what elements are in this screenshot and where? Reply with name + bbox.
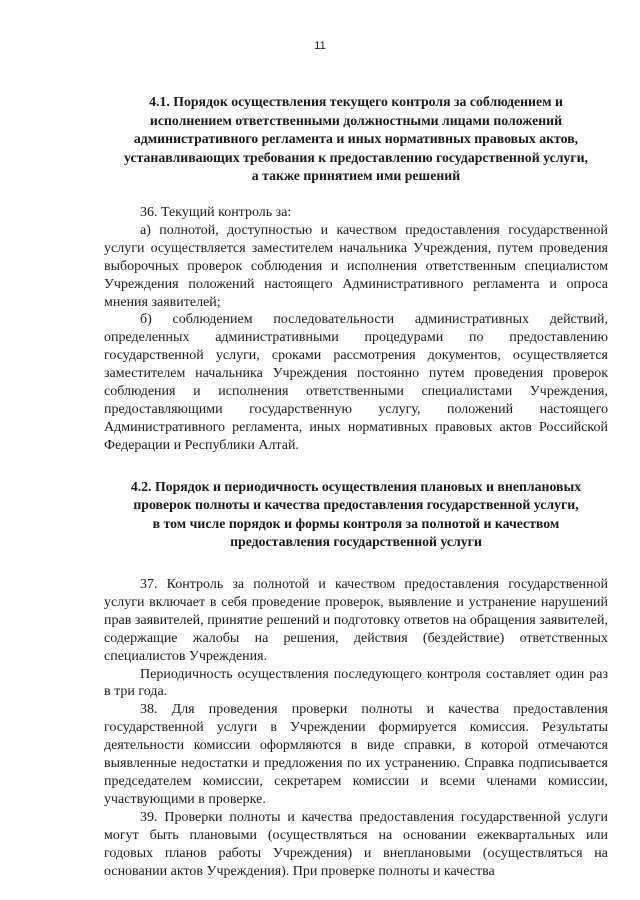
paragraph-39: 39. Проверки полноты и качества предоставления государственной услуги могут быть плановыми (осуществляться на основании ежеквартальных или годовых планов работы Учреждения) и внеплановыми (осуществляться на основании актов Учреждения). При проверке полноты и качества xyxy=(104,809,608,879)
heading-line: проверок полноты и качества предоставления государственной услуги, xyxy=(133,497,579,513)
heading-line: административного регламента и иных нормативных правовых актов, xyxy=(133,131,579,147)
page-number: 11 xyxy=(314,40,326,52)
heading-line: в том числе порядок и формы контроля за полнотой и качеством xyxy=(152,515,560,531)
section-heading-4-1 xyxy=(104,93,608,186)
paragraph-36: 36. Текущий контроль за: xyxy=(140,204,292,220)
paragraph-periodicity: Периодичность осуществления последующего контроля составляет один раз в три года. xyxy=(104,666,608,700)
page-content xyxy=(104,93,608,880)
paragraph-36-a: а) полнотой, доступностью и качеством предоставления государственной услуги осуществляется заместителем начальника Учреждения, путем проведения выборочных проверок соблюдения и исполнения ответственным специалистом Учреждения положений настоящего Административного регламента и опроса мнения заявителей; xyxy=(104,222,608,310)
paragraph-37: 37. Контроль за полнотой и качеством предоставления государственной услуги включает в себя проведение проверок, выявление и устранение нарушений прав заявителей, принятие решений и подготовку ответов на обращения заявителей, содержащие жалобы на решения, действия (бездействие) ответственных специалистов Учреждения. xyxy=(104,577,608,664)
heading-line: исполнением ответственными должностными лицами положений xyxy=(149,112,563,128)
spacer xyxy=(104,455,608,478)
spacer xyxy=(104,186,608,204)
heading-line: устанавливающих требования к предоставлению государственной услуги, xyxy=(123,149,588,165)
heading-line: 4.1. Порядок осуществления текущего контроля за соблюдением и xyxy=(149,94,563,109)
spacer xyxy=(104,552,608,576)
heading-line: предоставления государственной услуги xyxy=(230,534,482,550)
paragraph-36-b: б) соблюдением последовательности административных действий, определенных административными процедурами по предоставлению государственной услуги, сроками рассмотрения документов, осуществляется заместителем начальника Учреждения постоянно путем проведения проверок соблюдения и исполнения ответственными специалистами Учреждения, предоставляющими государственную услугу, положений настоящего Административного регламента, иных нормативных правовых актов Российской Федерации и Республики Алтай. xyxy=(104,312,608,453)
heading-line: 4.2. Порядок и периодичность осуществления плановых и внеплановых xyxy=(130,478,582,494)
heading-line: а также принятием ими решений xyxy=(251,168,461,184)
paragraph-38: 38. Для проведения проверки полноты и качества предоставления государственной услуги в Учреждении формируется комиссия. Результаты деятельности комиссии оформляются в виде справки, в которой отмечаются выявленные недостатки и предложения по их устранению. Справка подписывается председателем комиссии, секретарем комиссии и всеми членами комиссии, участвующими в проверке. xyxy=(104,702,608,807)
section-heading-4-2 xyxy=(104,478,608,552)
